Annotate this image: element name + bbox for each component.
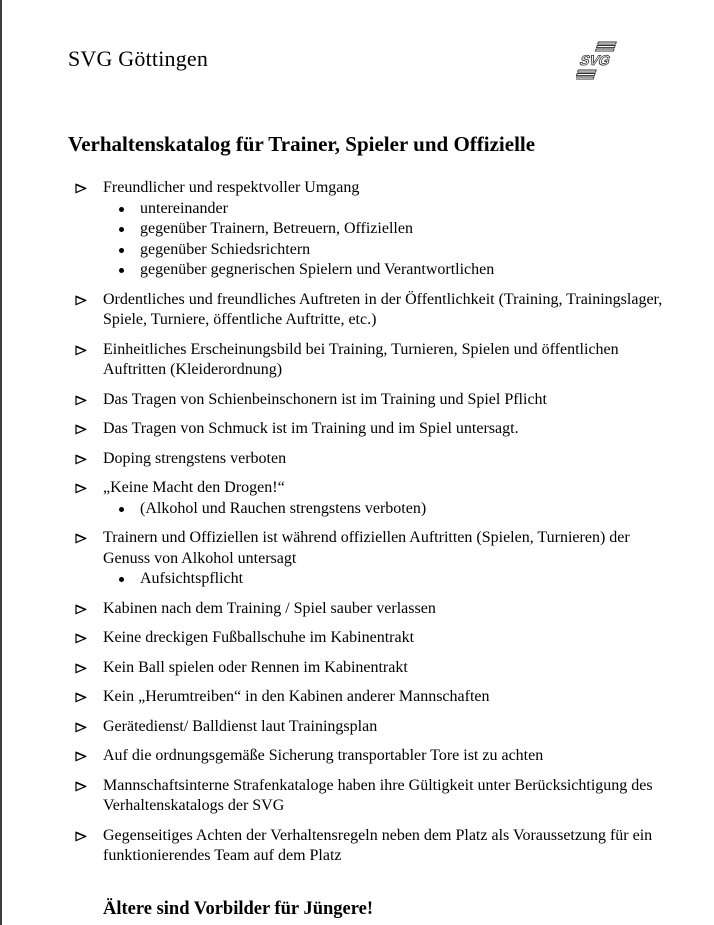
sub-rules-list	[103, 199, 678, 281]
sub-rule-text: gegenüber Schiedsrichtern	[140, 240, 311, 258]
arrow-bullet-icon	[68, 776, 103, 817]
arrow-bullet-icon	[68, 628, 103, 649]
rule-body	[103, 776, 678, 817]
rule-text: Einheitliches Erscheinungsbild bei Training, Turnieren, Spielen und öffentlichen Auftritten (Kleiderordnung)	[103, 340, 619, 378]
org-name: SVG Göttingen	[68, 46, 209, 71]
page-left-border	[0, 0, 2, 925]
rule-item	[68, 628, 678, 649]
rule-body	[103, 419, 678, 440]
rule-text: Das Tragen von Schmuck ist im Training und im Spiel untersagt.	[103, 420, 519, 437]
rule-item	[68, 746, 678, 767]
document-header	[68, 46, 678, 89]
bullet-dot-icon	[103, 199, 140, 220]
bullet-dot-icon	[103, 499, 140, 520]
rule-item	[68, 599, 678, 620]
footer-slogan: Ältere sind Vorbilder für Jüngere!	[103, 898, 373, 919]
rule-item	[68, 687, 678, 708]
arrow-bullet-icon	[68, 419, 103, 440]
sub-rule-text: Aufsichtspflicht	[140, 570, 244, 587]
rule-body	[103, 528, 678, 590]
bullet-dot-icon	[103, 569, 140, 590]
arrow-bullet-icon	[68, 687, 103, 708]
svg-text:SVG: SVG	[577, 53, 613, 69]
sub-rule-text: gegenüber gegnerischen Spielern und Verantwortlichen	[140, 261, 495, 278]
arrow-bullet-icon	[68, 390, 103, 411]
rule-text: Gegenseitiges Achten der Verhaltensregeln neben dem Platz als Voraussetzung für ein funktionierendes Team auf dem Platz	[103, 826, 653, 864]
rule-item	[68, 717, 678, 738]
club-logo-icon	[576, 40, 618, 89]
rule-body	[103, 826, 678, 867]
rule-item	[68, 178, 678, 281]
sub-rule-text: (Alkohol und Rauchen strengstens verboten)	[140, 499, 427, 517]
rule-text: Kabinen nach dem Training / Spiel sauber verlassen	[103, 599, 436, 617]
rule-item	[68, 528, 678, 590]
arrow-bullet-icon	[68, 599, 103, 620]
rule-item	[68, 658, 678, 679]
arrow-bullet-icon	[68, 717, 103, 738]
page-title: Verhaltenskatalog für Trainer, Spieler und Offizielle	[68, 132, 536, 156]
sub-rule-item	[103, 199, 678, 220]
sub-rules-list	[103, 569, 678, 590]
rule-body	[103, 717, 678, 738]
rule-text: Keine dreckigen Fußballschuhe im Kabinentrakt	[103, 629, 415, 646]
arrow-bullet-icon	[68, 478, 103, 519]
rule-body	[103, 449, 678, 470]
arrow-bullet-icon	[68, 826, 103, 867]
rule-text: Kein „Herumtreiben“ in den Kabinen anderer Mannschaften	[103, 688, 490, 705]
sub-rule-item	[103, 569, 678, 590]
rule-body	[103, 340, 678, 381]
rule-item	[68, 449, 678, 470]
rule-item	[68, 419, 678, 440]
sub-rule-item	[103, 499, 678, 520]
bullet-dot-icon	[103, 260, 140, 281]
rule-text: Freundlicher und respektvoller Umgang	[103, 179, 360, 196]
rule-item	[68, 826, 678, 867]
rule-body	[103, 599, 678, 620]
rule-body	[103, 658, 678, 679]
rule-text: „Keine Macht den Drogen!“	[103, 479, 285, 496]
rule-text: Trainern und Offiziellen ist während offiziellen Auftritten (Spielen, Turnieren) der Genuss von Alkohol untersagt	[103, 529, 630, 567]
rule-item	[68, 390, 678, 411]
sub-rule-item	[103, 260, 678, 281]
arrow-bullet-icon	[68, 658, 103, 679]
bullet-dot-icon	[103, 240, 140, 261]
rule-text: Kein Ball spielen oder Rennen im Kabinentrakt	[103, 658, 408, 676]
rule-item	[68, 478, 678, 519]
rule-body	[103, 390, 678, 411]
rule-text: Ordentliches und freundliches Auftreten in der Öffentlichkeit (Training, Trainingslager, Spiele, Turniere, öffentliche Auftritte, etc.)	[103, 290, 663, 328]
sub-rule-text: untereinander	[140, 199, 228, 217]
arrow-bullet-icon	[68, 290, 103, 331]
rule-text: Gerätedienst/ Balldienst laut Trainingsplan	[103, 717, 378, 735]
arrow-bullet-icon	[68, 449, 103, 470]
sub-rule-text: gegenüber Trainern, Betreuern, Offiziellen	[140, 220, 413, 237]
sub-rule-item	[103, 219, 678, 240]
rule-body	[103, 687, 678, 708]
arrow-bullet-icon	[68, 746, 103, 767]
rule-body	[103, 478, 678, 519]
arrow-bullet-icon	[68, 340, 103, 381]
rule-text: Das Tragen von Schienbeinschonern ist im Training und Spiel Pflicht	[103, 390, 547, 408]
rule-body	[103, 628, 678, 649]
rule-item	[68, 776, 678, 817]
rule-item	[68, 340, 678, 381]
rule-text: Doping strengstens verboten	[103, 449, 287, 467]
sub-rule-item	[103, 240, 678, 261]
rule-body	[103, 178, 678, 281]
rule-text: Auf die ordnungsgemäße Sicherung transportabler Tore ist zu achten	[103, 747, 544, 764]
rule-text: Mannschaftsinterne Strafenkataloge haben ihre Gültigkeit unter Berücksichtigung des Verhaltenskatalogs der SVG	[103, 776, 653, 814]
rule-body	[103, 290, 678, 331]
arrow-bullet-icon	[68, 178, 103, 281]
sub-rules-list	[103, 499, 678, 520]
rules-list	[68, 178, 678, 867]
rule-item	[68, 290, 678, 331]
arrow-bullet-icon	[68, 528, 103, 590]
bullet-dot-icon	[103, 219, 140, 240]
rule-body	[103, 746, 678, 767]
